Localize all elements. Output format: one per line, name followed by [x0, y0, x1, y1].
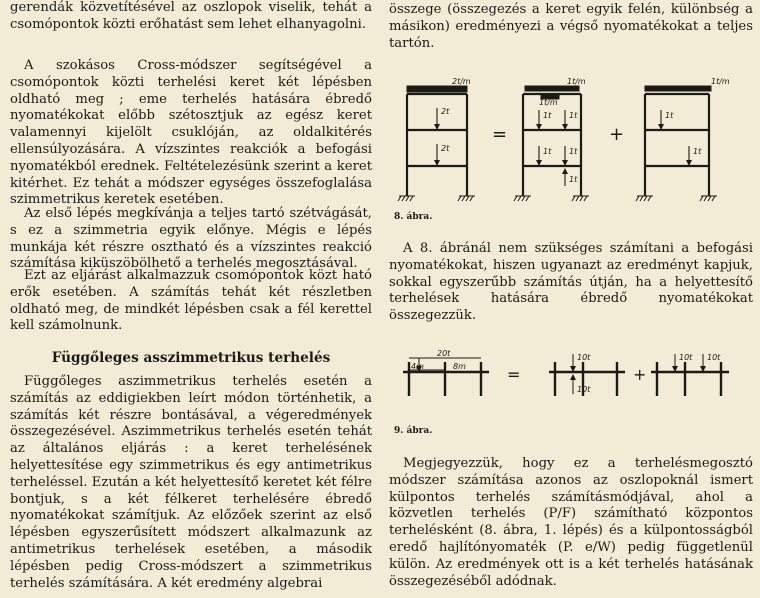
force-label: 10t: [679, 353, 693, 362]
figure-9-diagram: [389, 350, 753, 420]
section-heading: Függőleges asszimmetrikus terhelés: [51, 350, 331, 366]
force-label: 1t: [569, 175, 578, 184]
paragraph: Megjegyezzük, hogy ez a terhelésmegosztó módszer számítása azonos az oszlopoknál ismert külpontos terhelés számításmódjával, ahol a közvetlen terhelés (P/F) számítható központos terhelésként (8. ábra, 1. lépés) és a külpontosságból eredő hajlítónyomaték (P. e/W) pedig függetlenül külön. Az eredmények ott is a két terhelés hatásának összegezéséből adódnak.: [389, 456, 753, 589]
force-label: 2t: [441, 144, 450, 153]
paragraph: gerendák közvetítésével az oszlopok viselik, tehát a csomópontok közti erőhatást sem lehet elhanyagolni.: [10, 0, 372, 32]
force-label: 1t: [569, 111, 578, 120]
force-label: 1t: [693, 147, 702, 156]
paragraph: A 8. ábránál nem szükséges számítani a befogási nyomatékokat, hiszen ugyanazt az eredményt kapjuk, sokkal egyszerűbb számítás útján, ha a helyettesítő terhelések hatására ébredő nyomatékokat összegezzük.: [389, 241, 753, 324]
equals-sign: =: [507, 365, 521, 384]
figure-caption: 8. ábra.: [394, 212, 433, 222]
distributed-load: [407, 86, 467, 92]
frame-full-load: [398, 86, 475, 201]
load-label: 1t/m: [539, 98, 558, 107]
paragraph: Ezt az eljárást alkalmazzuk csomópontok közt ható erők esetében. A számítás tehát két részletben oldható meg, de mindkét lépésben csak a fél kerettel kell számolnunk.: [10, 268, 372, 334]
plus-sign: +: [609, 124, 625, 145]
force-label: 10t: [577, 385, 591, 394]
figure-caption: 9. ábra.: [394, 426, 433, 436]
equals-sign: =: [492, 124, 508, 145]
paragraph: Függőleges aszimmetrikus terhelés esetén a számítás az eddigiekben leírt módon történhetik, a számítás két részre bontásával, a végeredmények összegezésével. Aszimmetrikus terhelés esetén tehát az általános eljárás : a keret terhelésének helyettesítése egy szimmetrikus és egy antimetrikus terheléssel. Ezután a két helyettesítő keretet két félre bontjuk, s a két félkeret terhelésére ébredő nyomatékokat számítjuk. Az előzőek szerint az első lépésben egyszerűsített módszert alkalmazunk az antimetrikus terhelések esetében, a második lépésben pedig Cross-módszert a szimmetrikus terhelés számítására. A két eredmény algebrai: [10, 374, 372, 591]
span-label: 4m: [411, 362, 424, 371]
load-label: 1t/m: [567, 77, 586, 86]
force-label: 1t: [569, 147, 578, 156]
force-label: 1t: [543, 147, 552, 156]
force-label: 10t: [707, 353, 721, 362]
load-label: 20t: [437, 350, 451, 358]
paragraph: Az első lépés megkívánja a teljes tartó szétvágását, s ez a szimmetria egyik előnye. Mégis e lépés munkája két részre osztható és a vízszintes reakció számítása kiküszöbölhető a terhelés megosztásával.: [10, 206, 372, 272]
force-label: 1t: [543, 111, 552, 120]
span-label: 8m: [453, 362, 466, 371]
plus-sign: +: [633, 365, 647, 384]
load-label: 1t/m: [711, 77, 730, 86]
force-label: 10t: [577, 353, 591, 362]
figure-8-diagram: [389, 74, 753, 214]
frame-antimetric-load: [636, 86, 717, 201]
force-label: 1t: [665, 111, 674, 120]
paragraph: összege (összegezés a keret egyik felén, különbség a másikon) eredményezi a végső nyomatékokat a teljes tartón.: [389, 2, 753, 51]
load-label: 2t/m: [452, 77, 471, 86]
force-label: 2t: [441, 107, 450, 116]
paragraph: A szokásos Cross-módszer segítségével a csomópontok közti terhelési keret két lépésben oldható meg ; eme terhelés hatására ébredő nyomatékokat előbb szétosztjuk az egész keret valamennyi kijelölt csuklóján, az oldalkitérés ellensúlyozására. A vízszintes reakciók a befogási nyomatékból erednek. Feltételezésünk szerint a keret kitérhet. Ez tehát a módszer egységes összefoglalása szimmetrikus keretek esetében.: [10, 58, 372, 208]
